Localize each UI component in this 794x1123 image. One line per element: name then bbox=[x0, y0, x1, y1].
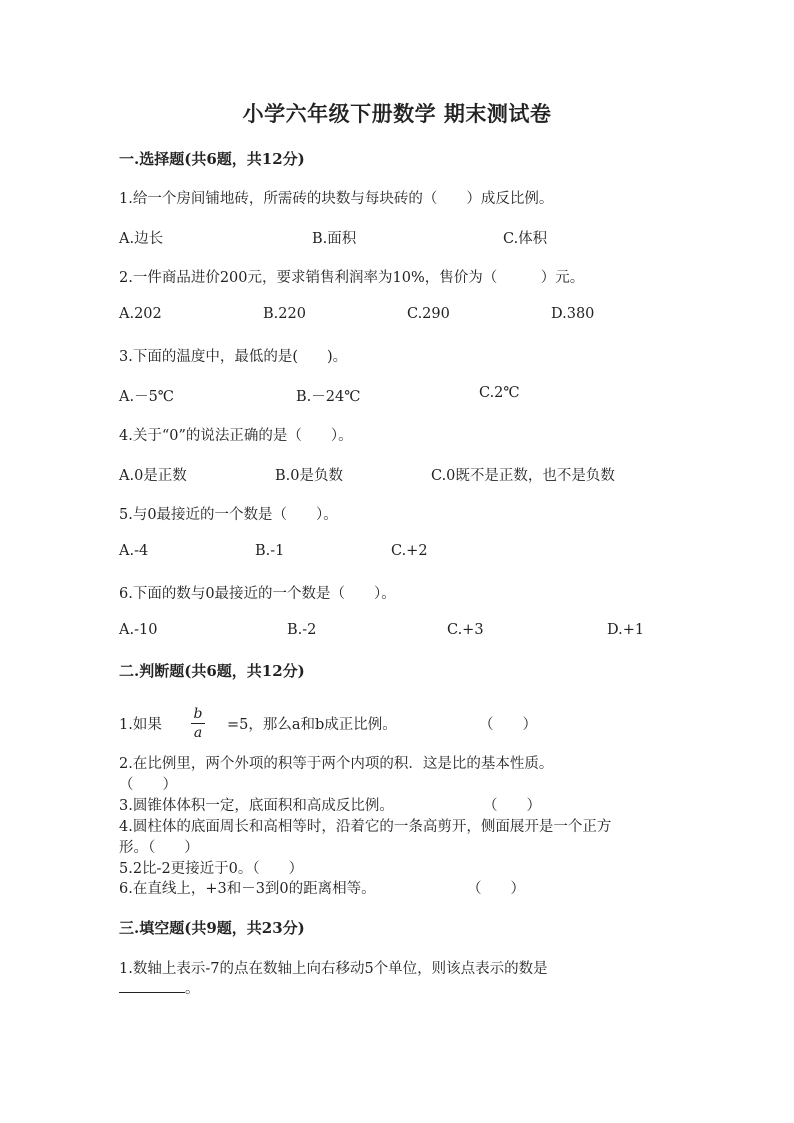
punctuation: 。 bbox=[185, 981, 200, 997]
option-b: B.-1 bbox=[255, 543, 285, 559]
option-b: B.220 bbox=[263, 306, 306, 322]
answer-paren: （ ） bbox=[483, 798, 541, 814]
fraction-bar bbox=[191, 723, 205, 724]
question-text: 4.关于“0”的说法正确的是（ ）。 bbox=[119, 428, 353, 444]
option-c: C.0既不是正数，也不是负数 bbox=[431, 468, 615, 484]
fraction-numerator: b bbox=[193, 706, 203, 722]
option-a: A.-10 bbox=[119, 622, 158, 638]
answer-paren: （ ） bbox=[467, 881, 525, 897]
question-prefix: 1.如果 bbox=[119, 717, 162, 733]
option-a: A.202 bbox=[119, 306, 162, 322]
question-text: 2.在比例里，两个外项的积等于两个内项的积．这是比的基本性质。 bbox=[119, 756, 554, 772]
option-a: A.边长 bbox=[119, 231, 164, 247]
question-text: 1.数轴上表示-7的点在数轴上向右移动5个单位，则该点表示的数是 bbox=[119, 961, 548, 977]
question-text: 4.圆柱体的底面周长和高相等时，沿着它的一条高剪开，侧面展开是一个正方 bbox=[119, 819, 612, 835]
section-heading-judgement: 二.判断题(共6题，共12分) bbox=[119, 662, 305, 680]
option-a: A.－5℃ bbox=[119, 389, 175, 405]
option-b: B.－24℃ bbox=[296, 389, 361, 405]
question-text: 1.给一个房间铺地砖，所需砖的块数与每块砖的（ ）成反比例。 bbox=[119, 191, 554, 207]
question-text-continued bbox=[119, 977, 200, 998]
question-text-continued: 形。（ ） bbox=[119, 840, 199, 856]
option-b: B.0是负数 bbox=[275, 468, 343, 484]
option-a: A.0是正数 bbox=[119, 468, 187, 484]
answer-paren: （ ） bbox=[119, 777, 177, 793]
question-text: 2.一件商品进价200元，要求销售利润率为10%，售价为（ ）元。 bbox=[119, 270, 585, 286]
question-suffix: =5，那么a和b成正比例。 bbox=[227, 717, 397, 733]
answer-blank[interactable] bbox=[119, 978, 185, 993]
option-d: D.+1 bbox=[607, 622, 645, 638]
option-c: C.2℃ bbox=[479, 385, 520, 401]
question-text: 3.下面的温度中，最低的是( )。 bbox=[119, 349, 348, 365]
fraction-denominator: a bbox=[193, 725, 203, 741]
option-c: C.+3 bbox=[447, 622, 484, 638]
question-text: 5.与0最接近的一个数是（ ）。 bbox=[119, 507, 338, 523]
option-c: C.+2 bbox=[391, 543, 428, 559]
answer-paren: （ ） bbox=[479, 717, 537, 733]
question-text: 6.在直线上，+3和－3到0的距离相等。 bbox=[119, 881, 376, 897]
question-text bbox=[119, 713, 162, 734]
option-b: B.-2 bbox=[287, 622, 317, 638]
section-heading-choice: 一.选择题(共6题，共12分) bbox=[119, 150, 305, 168]
question-text: 3.圆锥体体积一定，底面积和高成反比例。 bbox=[119, 798, 394, 814]
option-c: C.体积 bbox=[503, 231, 548, 247]
fraction bbox=[191, 706, 205, 741]
option-c: C.290 bbox=[407, 306, 450, 322]
option-d: D.380 bbox=[551, 306, 595, 322]
question-text: 6.下面的数与0最接近的一个数是（ ）。 bbox=[119, 586, 396, 602]
question-text: 5.2比-2更接近于0。（ ） bbox=[119, 861, 304, 877]
page-title: 小学六年级下册数学 期末测试卷 bbox=[242, 101, 552, 126]
option-a: A.-4 bbox=[119, 543, 149, 559]
section-heading-fill-blank: 三.填空题(共9题，共23分) bbox=[119, 919, 305, 937]
option-b: B.面积 bbox=[312, 231, 357, 247]
